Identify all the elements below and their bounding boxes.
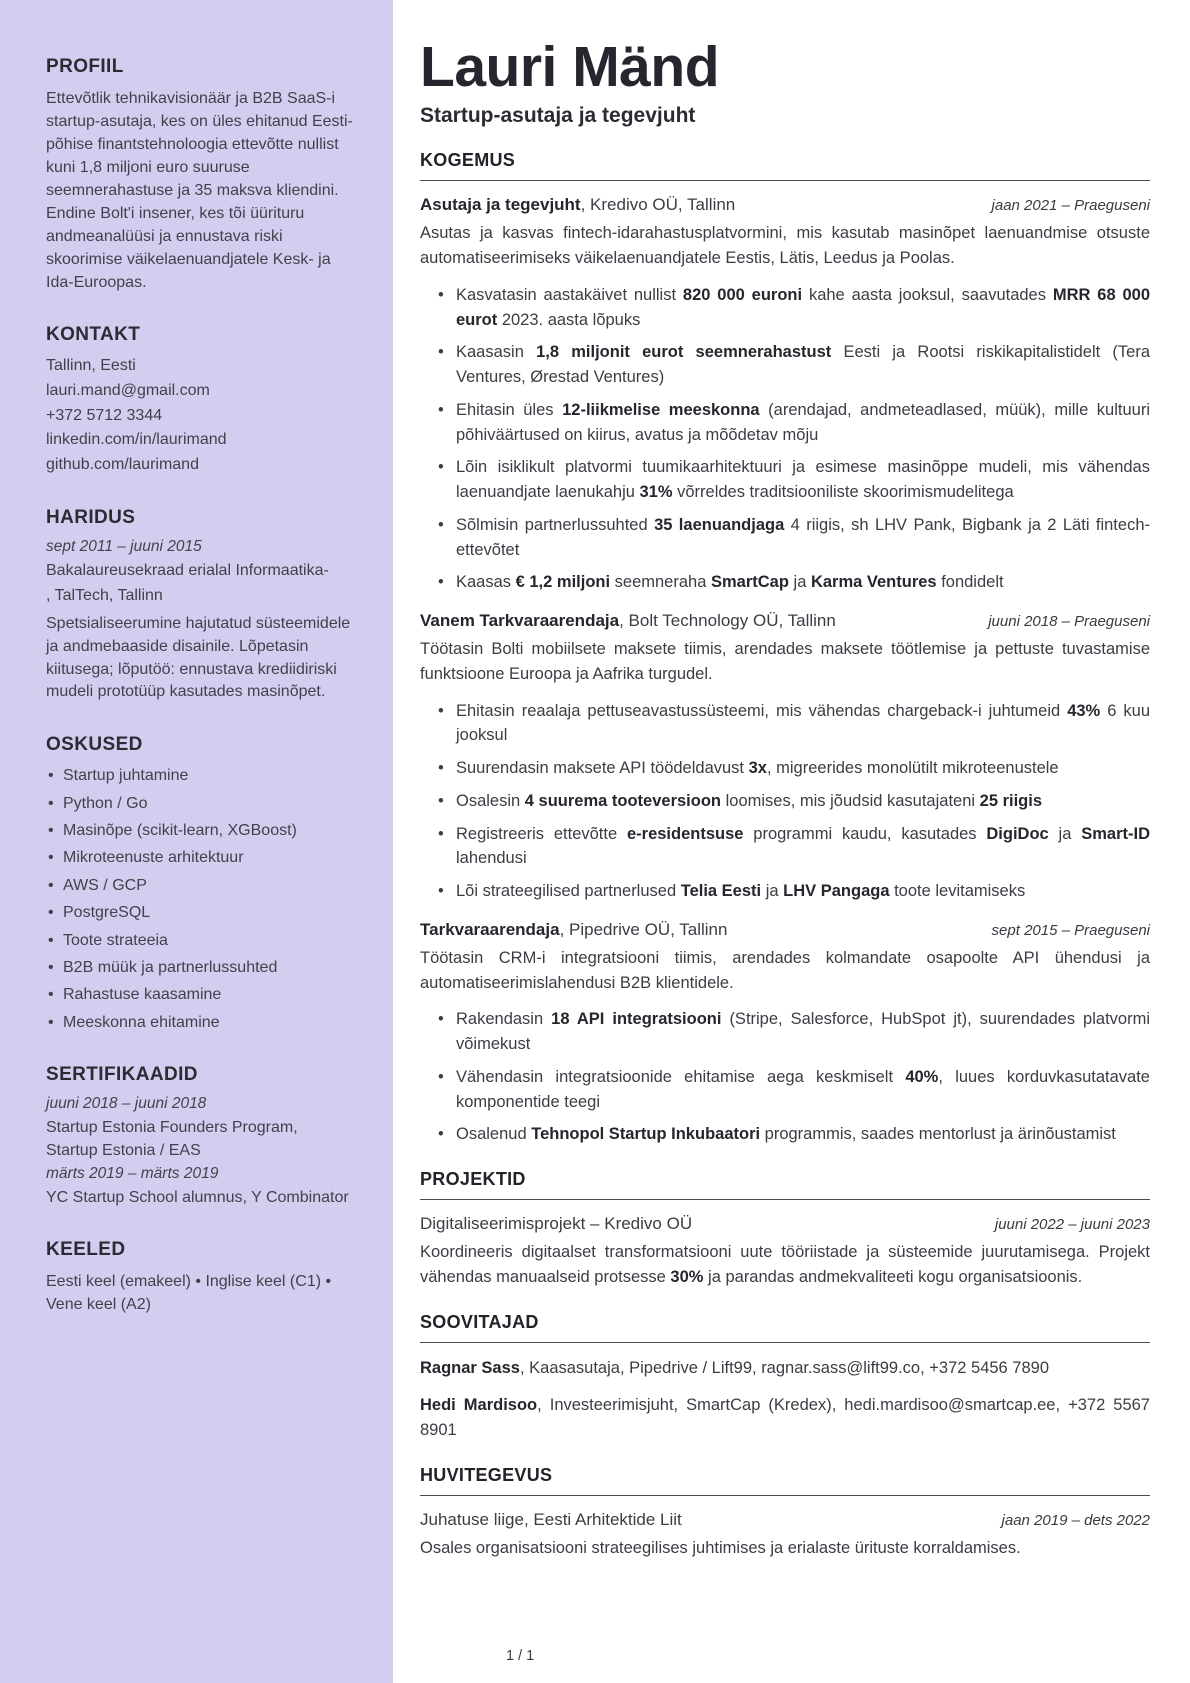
- certificate-text: YC Startup School alumnus, Y Combinator: [46, 1188, 349, 1206]
- job-bullet: • Vähendasin integratsioonide ehitamise aega keskmiselt 40%, luues korduvkasutatavate komponentide teegi: [420, 1065, 1150, 1115]
- profile-text: Ettevõtlik tehnikavisionäär ja B2B SaaS-i startup-asutaja, kes on üles ehitanud Eesti-põhise finantstehnoloogia ettevõtte nullist kuni 1,8 miljoni euro suuruse seemnerahastuse ja 35 maksva kliendini. Endine Bolt'i insener, kes tõi üürituru andmeanalüüsi ja ennustava riski skoorimise väikelaenuandjatele Kesk- ja Ida-Euroopas.: [46, 90, 353, 292]
- contact-location: Tallinn, Eesti: [46, 357, 136, 375]
- reference-entry: Hedi Mardisoo, Investeerimisjuht, SmartCap (Kredex), hedi.mardisoo@smartcap.ee, +372 5567 8901: [420, 1396, 1150, 1440]
- contact-phone: +372 5712 3344: [46, 406, 163, 424]
- sidebar-section-education: [46, 507, 353, 704]
- activity-description: Osales organisatsiooni strateegilises juhtimises ja erialaste ürituste korraldamises.: [420, 1538, 1021, 1557]
- education-heading: HARIDUS: [46, 506, 136, 528]
- job-company: , Kredivo OÜ, Tallinn: [580, 195, 736, 215]
- job-company: , Pipedrive OÜ, Tallinn: [559, 919, 728, 939]
- sidebar-section-skills: [46, 734, 353, 1034]
- education-degree-line-1: Bakalaureusekraad erialal Informaatika-: [46, 561, 329, 579]
- job-entry: [420, 611, 1150, 904]
- certificate-date: märts 2019 – märts 2019: [46, 1164, 219, 1182]
- reference-entry: Ragnar Sass, Kaasasutaja, Pipedrive / Lift99, ragnar.sass@lift99.co, +372 5456 7890: [420, 1358, 1050, 1377]
- job-title-line: [420, 920, 727, 940]
- page-number: 1 / 1: [506, 1648, 535, 1664]
- contact-github: github.com/laurimand: [46, 456, 199, 474]
- skill-item: • Meeskonna ehitamine: [46, 1012, 353, 1034]
- job-entry: [420, 920, 1150, 1147]
- job-date: juuni 2018 – Praeguseni: [988, 613, 1150, 631]
- activities-heading: HUVITEGEVUS: [420, 1465, 1150, 1496]
- job-bullet: • Suurendasin maksete API töödeldavust 3x, migreerides monolütilt mikroteenustele: [420, 756, 1150, 781]
- job-company: , Bolt Technology OÜ, Tallinn: [619, 611, 836, 631]
- skill-item: • PostgreSQL: [46, 902, 353, 924]
- job-bullet: • Osalesin 4 suurema tooteversioon loomises, mis jõudsid kasutajateni 25 riigis: [420, 789, 1150, 814]
- job-bullet: • Ehitasin reaalaja pettuseavastussüsteemi, mis vähendas chargeback-i juhtumeid 43% 6 kuu jooksul: [420, 699, 1150, 749]
- skill-item: • AWS / GCP: [46, 875, 353, 897]
- contact-linkedin: linkedin.com/in/laurimand: [46, 431, 227, 449]
- certificates-heading: SERTIFIKAADID: [46, 1064, 198, 1086]
- skill-item: • Rahastuse kaasamine: [46, 984, 353, 1006]
- job-bullet: • Kaasasin 1,8 miljonit eurot seemnerahastust Eesti ja Rootsi riskikapitalistidelt (Tera Ventures, Ørestad Ventures): [420, 340, 1150, 390]
- activity-header: [420, 1510, 1150, 1530]
- job-bullet: • Lõin isiklikult platvormi tuumikaarhitektuuri ja esimese masinõppe mudeli, mis vähendas laenuandjate laenukahju 31% võrreldes traditsiooniliste skoorimismudelitega: [420, 455, 1150, 505]
- job-summary: Töötasin Bolti mobiilsete maksete tiimis, arendades maksete töötlemise ja pettuste tuvastamise funktsioone Euroopa ja Aafrika turgudel.: [420, 640, 1150, 683]
- job-bullet-list: [420, 699, 1150, 904]
- job-bullet-list: [420, 283, 1150, 595]
- sidebar-section-languages: [46, 1239, 353, 1316]
- job-bullet: • Lõi strateegilised partnerlused Telia Eesti ja LHV Pangaga toote levitamiseks: [420, 879, 1150, 904]
- job-title-line: [420, 195, 735, 215]
- job-header: [420, 195, 1150, 215]
- skills-list: [46, 765, 353, 1034]
- languages-text: Eesti keel (emakeel) • Inglise keel (C1) • Vene keel (A2): [46, 1273, 332, 1314]
- project-entry: [420, 1214, 1150, 1290]
- certificate-text: Startup Estonia Founders Program, Startup Estonia / EAS: [46, 1119, 298, 1159]
- skill-item: • Toote strateeia: [46, 930, 353, 952]
- job-header: [420, 920, 1150, 940]
- contact-heading: KONTAKT: [46, 324, 141, 346]
- sidebar-section-contact: [46, 324, 353, 477]
- sidebar-section-profile: [46, 56, 353, 294]
- contact-email: lauri.mand@gmail.com: [46, 382, 210, 399]
- experience-heading: KOGEMUS: [420, 150, 1150, 181]
- activity-date: jaan 2019 – dets 2022: [1001, 1511, 1150, 1529]
- profile-heading: PROFIIL: [46, 56, 124, 77]
- job-title-line: [420, 611, 836, 631]
- activity-role: Juhatuse liige, Eesti Arhitektide Liit: [420, 1509, 682, 1529]
- job-date: sept 2015 – Praeguseni: [991, 921, 1150, 939]
- skill-item: • Mikroteenuste arhitektuur: [46, 847, 353, 869]
- person-title: Startup-asutaja ja tegevjuht: [420, 104, 696, 128]
- project-description: Koordineeris digitaalset transformatsiooni uute tööriistade ja süsteemide juurutamisega. Projekt vähendas manuaalseid protsesse 30% ja parandas andmekvaliteeti kogu organisatsioonis.: [420, 1243, 1150, 1286]
- skills-heading: OSKUSED: [46, 734, 143, 756]
- main-content: [393, 0, 1190, 1561]
- references-heading: SOOVITAJAD: [420, 1312, 1150, 1343]
- job-entry: [420, 195, 1150, 595]
- person-name: Lauri Mänd: [420, 35, 720, 99]
- project-header: [420, 1214, 1150, 1234]
- education-date: sept 2011 – juuni 2015: [46, 537, 202, 555]
- job-bullet: • Registreeris ettevõtte e-residentsuse programmi kaudu, kasutades DigiDoc ja Smart-ID lahendusi: [420, 822, 1150, 872]
- project-date: juuni 2022 – juuni 2023: [994, 1216, 1150, 1234]
- job-bullet-list: [420, 1007, 1150, 1147]
- sidebar-section-certificates: [46, 1064, 353, 1209]
- job-bullet: • Ehitasin üles 12-liikmelise meeskonna (arendajad, andmeteadlased, müük), mille kultuuri põhiväärtused on kiirus, avatus ja mõõdetav mõju: [420, 398, 1150, 448]
- job-bullet: • Kaasas € 1,2 miljoni seemneraha SmartCap ja Karma Ventures fondidelt: [420, 570, 1150, 595]
- certificate-date: juuni 2018 – juuni 2018: [46, 1095, 207, 1113]
- job-bullet: • Osalenud Tehnopol Startup Inkubaatori programmis, saades mentorlust ja ärinõustamist: [420, 1122, 1150, 1147]
- project-name: Digitaliseerimisprojekt – Kredivo OÜ: [420, 1214, 693, 1234]
- skill-item: • Masinõpe (scikit-learn, XGBoost): [46, 820, 353, 842]
- languages-heading: KEELED: [46, 1239, 126, 1261]
- job-header: [420, 611, 1150, 631]
- job-title: Tarkvaraarendaja: [420, 919, 560, 939]
- education-note: Spetsialiseerumine hajutatud süsteemidele ja andmebaaside disainile. Lõpetasin kiitusega; lõputöö: ennustava krediidiriski mudeli prototüüp kasutades masinõpet.: [46, 615, 351, 701]
- projects-heading: PROJEKTID: [420, 1169, 1150, 1200]
- skill-item: • Startup juhtamine: [46, 765, 353, 787]
- sidebar: [0, 0, 393, 1683]
- job-bullet: • Kasvatasin aastakäivet nullist 820 000 euroni kahe aasta jooksul, saavutades MRR 68 000 eurot 2023. aasta lõpuks: [420, 283, 1150, 333]
- job-title: Asutaja ja tegevjuht: [420, 195, 581, 215]
- skill-item: • Python / Go: [46, 793, 353, 815]
- education-degree-line-2: , TalTech, Tallinn: [46, 586, 163, 604]
- activity-entry: [420, 1510, 1150, 1561]
- job-bullet: • Sõlmisin partnerlussuhted 35 laenuandjaga 4 riigis, sh LHV Pank, Bigbank ja 2 Läti fintech-ettevõtet: [420, 513, 1150, 563]
- job-title: Vanem Tarkvaraarendaja: [420, 611, 620, 631]
- skill-item: • B2B müük ja partnerlussuhted: [46, 957, 353, 979]
- job-bullet: • Rakendasin 18 API integratsiooni (Stripe, Salesforce, HubSpot jt), suurendades platvormi võimekust: [420, 1007, 1150, 1057]
- job-date: jaan 2021 – Praeguseni: [991, 197, 1150, 215]
- job-summary: Töötasin CRM-i integratsiooni tiimis, arendades kolmandate osapoolte API ühendusi ja automatiseerimislahendusi B2B klientidele.: [420, 948, 1150, 992]
- job-summary: Asutas ja kasvas fintech-idarahastusplatvormini, mis kasutab masinõpet laenuandmise otsuste automatiseerimiseks väikelaenuandjatele Eestis, Lätis, Leedus ja Poolas.: [420, 224, 1150, 268]
